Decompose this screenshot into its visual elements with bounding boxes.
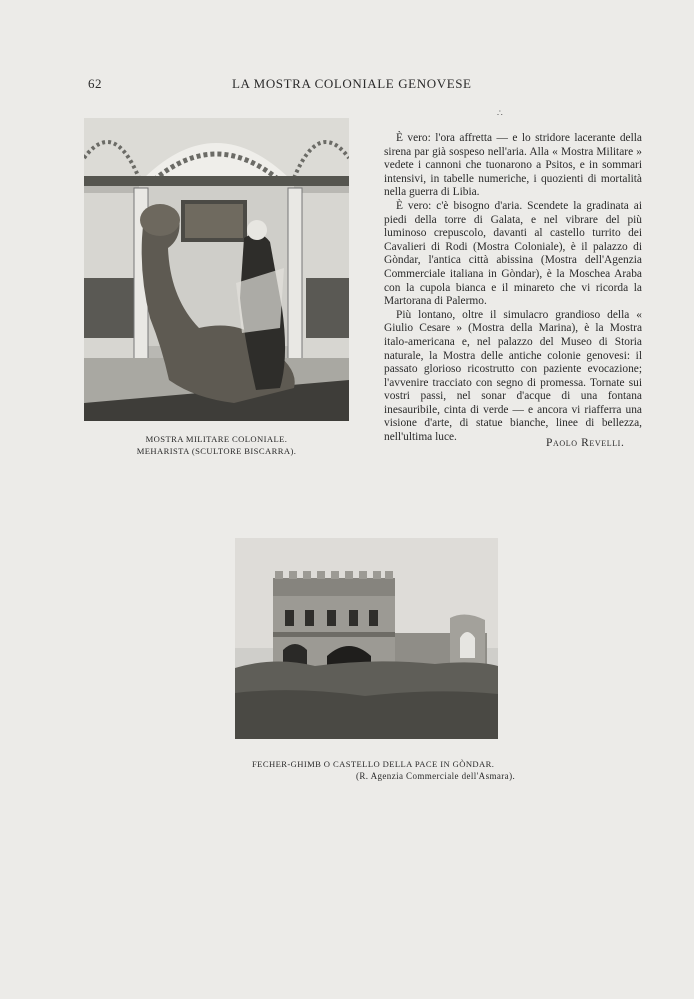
caption-line: (R. Agenzia Commerciale dell'Asmara). [356, 771, 516, 781]
article-body [384, 132, 642, 445]
ornament-icon: ∴ [497, 108, 503, 118]
caption-line: FECHER-GHIMB O CASTELLO DELLA PACE IN GÒNDAR. [252, 759, 495, 769]
paragraph: Più lontano, oltre il simulacro grandioso della « Giulio Cesare » (Mostra della Marina), è la Mostra italo-americana e, nel palazzo del Museo di Storia naturale, la Mostra delle antiche colonie genovesi: il passato glorioso ricostrutto con paziente evocazione; l'avvenire tracciato con segno di promessa. Tornate sui vostri passi, nel sonar d'acque di una fontana inesauribile, cinta di verde — e ancora vi riafferra una visione d'arte, di statue bianche, linee di bellezza, nell'ultima luce. [384, 308, 642, 444]
paragraph: È vero: c'è bisogno d'aria. Scendete la gradinata ai piedi della torre di Galata, e nel vibrare del più luminoso crepuscolo, davanti al castello turrito dei Cavalieri di Rodi (Mostra Coloniale), è il palazzo di Gòndar, l'antica città abissina (Mostra dell'Agenzia Commerciale italiana in Gòndar), è la Moschea Araba con la cupola bianca e il minareto che vi ricorda la Martorana di Palermo. [384, 199, 642, 308]
running-head: LA MOSTRA COLONIALE GENOVESE [232, 76, 472, 91]
caption-meharista [84, 433, 349, 457]
photo-castello-gondar [235, 538, 498, 739]
page-number: 62 [88, 76, 102, 91]
paragraph: È vero: l'ora affretta — e lo stridore lacerante della sirena par già sospeso nell'aria. Alla « Mostra Militare » vedete i cannoni che tuonarono a Psitos, e in sommari intensivi, in tabelle numeriche, i quozienti di mortalità nella guerra di Libia. [384, 132, 642, 199]
author-signature: Paolo Revelli. [546, 437, 625, 449]
photo-meharista [84, 118, 349, 421]
caption-line: MOSTRA MILITARE COLONIALE. [145, 434, 288, 444]
caption-castello [252, 758, 542, 782]
caption-line: MEHARISTA (SCULTORE BISCARRA). [136, 446, 297, 456]
